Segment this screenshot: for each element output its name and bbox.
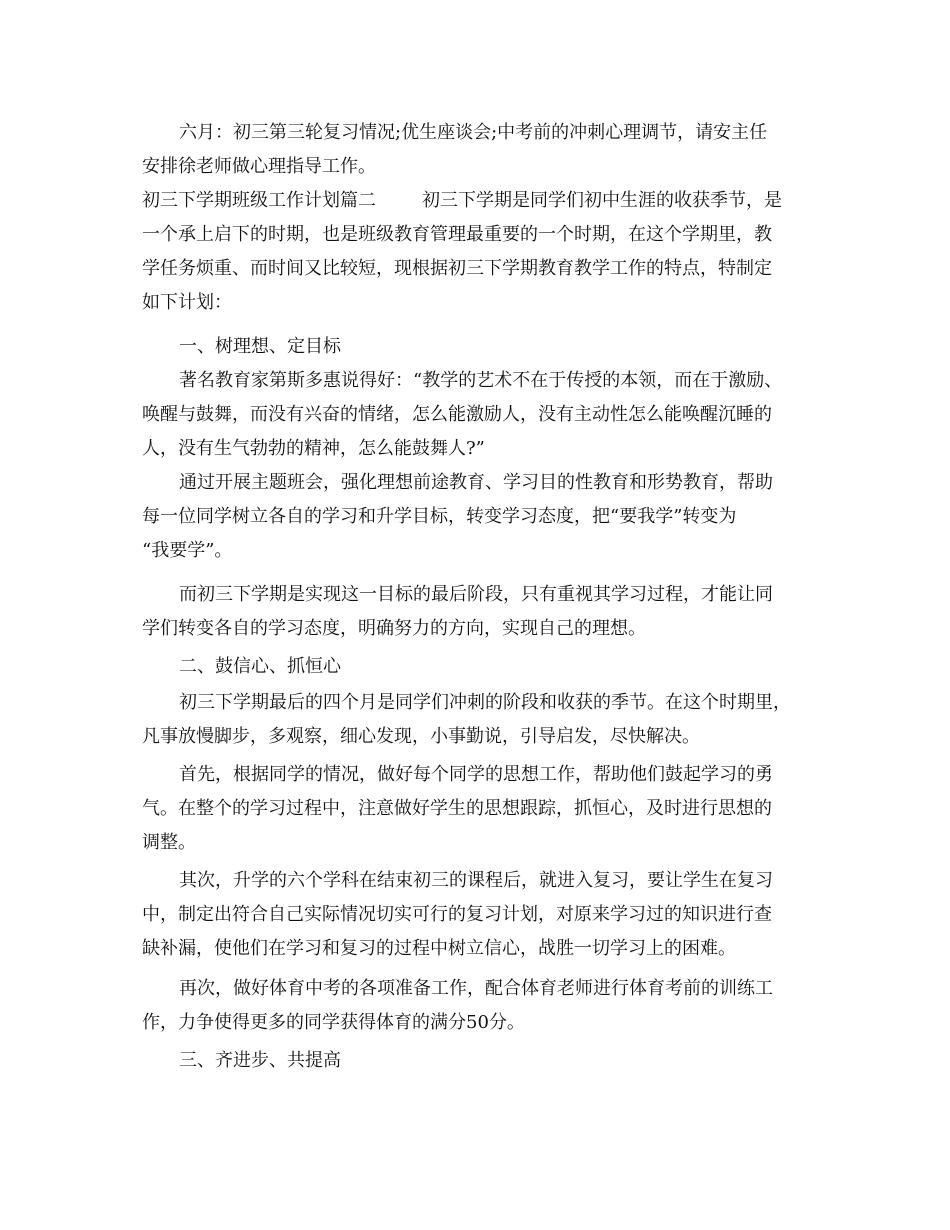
text-line [0, 864, 950, 898]
text-span: 缺补漏，使他们在学习和复习的过程中树立信心，战胜一切学习上的困难。 [142, 938, 736, 959]
text-line [0, 398, 950, 432]
text-line [0, 758, 950, 792]
text-line [0, 578, 950, 612]
text-line [0, 650, 950, 684]
text-line [0, 1006, 950, 1040]
section-heading: 三、齐进步、共提高 [179, 1050, 341, 1071]
text-span: “我要学”。 [142, 540, 233, 561]
text-span: 其次，升学的六个学科在结束初三的课程后，就进入复习，要让学生在复习 [179, 870, 773, 891]
text-span: 人，没有生气勃勃的精神，怎么能鼓舞人?” [142, 438, 485, 459]
text-span: 安排徐老师做心理指导工作。 [142, 156, 376, 177]
text-line [0, 252, 950, 286]
text-line [0, 184, 950, 218]
text-line [0, 898, 950, 932]
text-span: 六月：初三第三轮复习情况;优生座谈会;中考前的冲刺心理调节，请安主任 [179, 122, 768, 143]
text-span: 唤醒与鼓舞，而没有兴奋的情绪，怎么能激励人，没有主动性怎么能唤醒沉睡的 [142, 404, 772, 425]
section-heading: 一、树理想、定目标 [179, 336, 341, 357]
text-span: 初三下学期最后的四个月是同学们冲刺的阶段和收获的季节。在这个时期里， [179, 692, 791, 713]
text-line [0, 500, 950, 534]
text-line [0, 1044, 950, 1078]
text-line [0, 218, 950, 252]
text-line [0, 932, 950, 966]
text-span: 著名教育家第斯多惠说得好：“教学的艺术不在于传授的本领，而在于激励、 [179, 370, 783, 391]
text-line [0, 534, 950, 568]
text-span: 气。在整个的学习过程中，注意做好学生的思想跟踪，抓恒心，及时进行思想的 [142, 798, 772, 819]
text-line [0, 432, 950, 466]
text-line [0, 720, 950, 754]
text-span: 再次，做好体育中考的各项准备工作，配合体育老师进行体育考前的训练工 [179, 978, 773, 999]
text-line [0, 364, 950, 398]
text-span: 学任务烦重、而时间又比较短，现根据初三下学期教育教学工作的特点，特制定 [142, 258, 772, 279]
text-line [0, 466, 950, 500]
text-span: 作，力争使得更多的同学获得体育的满分50分。 [142, 1012, 525, 1033]
text-span: 初三下学期是同学们初中生涯的收获季节，是 [422, 190, 782, 211]
text-line [0, 612, 950, 646]
text-span: 首先，根据同学的情况，做好每个同学的思想工作，帮助他们鼓起学习的勇 [179, 764, 773, 785]
text-line [0, 826, 950, 860]
text-span: 而初三下学期是实现这一目标的最后阶段，只有重视其学习过程，才能让同 [179, 584, 773, 605]
text-line [0, 116, 950, 150]
section-title: 初三下学期班级工作计划篇二 [142, 190, 376, 211]
text-span: 凡事放慢脚步，多观察，细心发现，小事勤说，引导启发，尽快解决。 [142, 726, 700, 747]
text-span: 如下计划： [142, 292, 232, 313]
text-span: 通过开展主题班会，强化理想前途教育、学习目的性教育和形势教育，帮助 [179, 472, 773, 493]
text-line [0, 686, 950, 720]
text-span: 中，制定出符合自己实际情况切实可行的复习计划，对原来学习过的知识进行查 [142, 904, 772, 925]
text-span: 每一位同学树立各自的学习和升学目标，转变学习态度，把“要我学”转变为 [142, 506, 737, 527]
text-span: 调整。 [142, 832, 196, 853]
text-line [0, 972, 950, 1006]
text-line [0, 150, 950, 184]
text-span: 学们转变各自的学习态度，明确努力的方向，实现自己的理想。 [142, 618, 646, 639]
section-heading: 二、鼓信心、抓恒心 [179, 656, 341, 677]
text-span: 一个承上启下的时期，也是班级教育管理最重要的一个时期，在这个学期里，教 [142, 224, 772, 245]
text-line [0, 330, 950, 364]
text-line [0, 286, 950, 320]
text-line [0, 792, 950, 826]
